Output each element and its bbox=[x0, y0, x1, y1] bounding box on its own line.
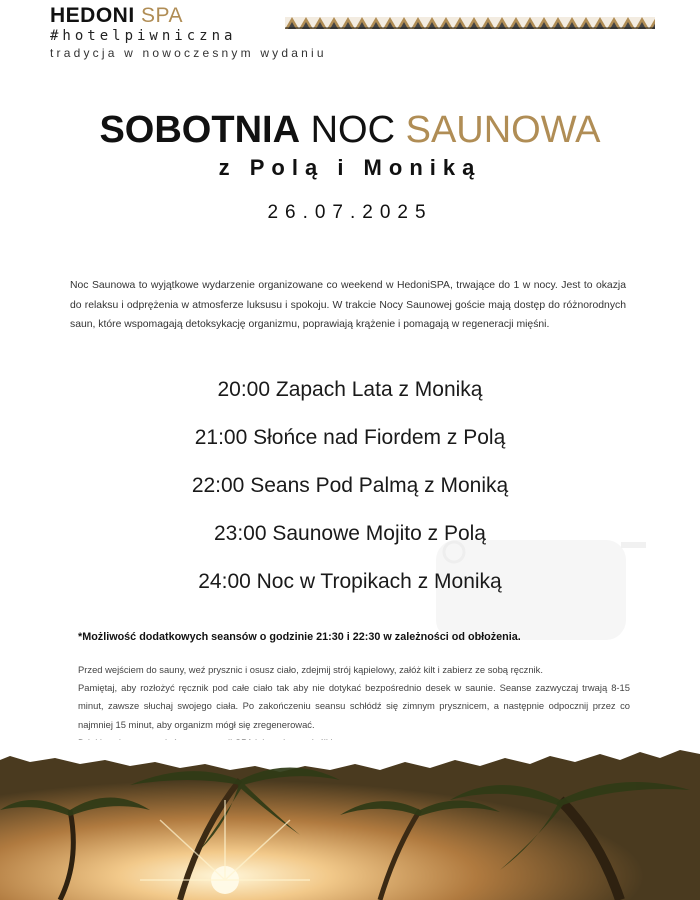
sessions-schedule bbox=[0, 372, 700, 612]
additional-sessions-note: *Możliwość dodatkowych seansów o godzinie 21:30 i 22:30 w zależności od obłożenia. bbox=[78, 631, 521, 643]
session-item: 23:00 Saunowe Mojito z Polą bbox=[213, 522, 486, 545]
session-item: 20:00 Zapach Lata z Moniką bbox=[217, 378, 483, 401]
event-date: 26.07.2025 bbox=[267, 202, 433, 223]
brand-slogan: tradycja w nowoczesnym wydaniu bbox=[50, 46, 327, 60]
session-item: 22:00 Seans Pod Palmą z Moniką bbox=[191, 474, 509, 497]
palm-trees-sunset-photo bbox=[0, 740, 700, 900]
brand-name-bold: HEDONI bbox=[50, 4, 135, 27]
brand-name-light: SPA bbox=[141, 4, 183, 27]
brand-name bbox=[50, 4, 236, 28]
rules-paragraph: Przed wejściem do sauny, weź prysznic i osusz ciało, zdejmij strój kąpielowy, załóż kilt i zabierz ze sobą ręcznik. bbox=[78, 664, 543, 675]
brand-logo bbox=[50, 4, 236, 44]
intro-paragraph: Noc Saunowa to wyjątkowe wydarzenie organizowane co weekend w HedoniSPA, trwające do 1 w nocy. Jest to okazja do relaksu i odprężenia w atmosferze luksusu i spokoju. W trakcie Nocy Saunowej goście mają dostęp do różnorodnych saun, które wspomagają detoksykację organizmu, poprawiają krążenie i pomagają w regeneracji mięśni. bbox=[70, 280, 626, 330]
session-item: 24:00 Noc w Tropikach z Moniką bbox=[198, 570, 502, 593]
title-word-mid: NOC bbox=[310, 109, 396, 151]
title-word-accent: SAUNOWA bbox=[405, 109, 601, 151]
event-subtitle: z Polą i Moniką bbox=[218, 155, 482, 180]
session-item: 21:00 Słońce nad Fiordem z Polą bbox=[194, 426, 506, 449]
title-word-bold: SOBOTNIA bbox=[99, 109, 301, 151]
rules-paragraph: Pamiętaj, aby rozłożyć ręcznik pod całe ciało tak aby nie dotykać bezpośrednio desek w saunie. Seanse zazwyczaj trwają 8-15 minut, zawsze słuchaj swojego ciała. Po zakończeniu seansu schłódź się zimnym prysznicem, a następnie odpocznij przez co najmniej 15 minut, aby organizm mógł się zregenerować. bbox=[78, 682, 630, 730]
event-title bbox=[0, 108, 700, 152]
decorative-zigzag-border bbox=[285, 17, 655, 29]
sauna-rules bbox=[78, 661, 630, 752]
brand-hashtag: #hotelpiwniczna bbox=[50, 28, 237, 44]
